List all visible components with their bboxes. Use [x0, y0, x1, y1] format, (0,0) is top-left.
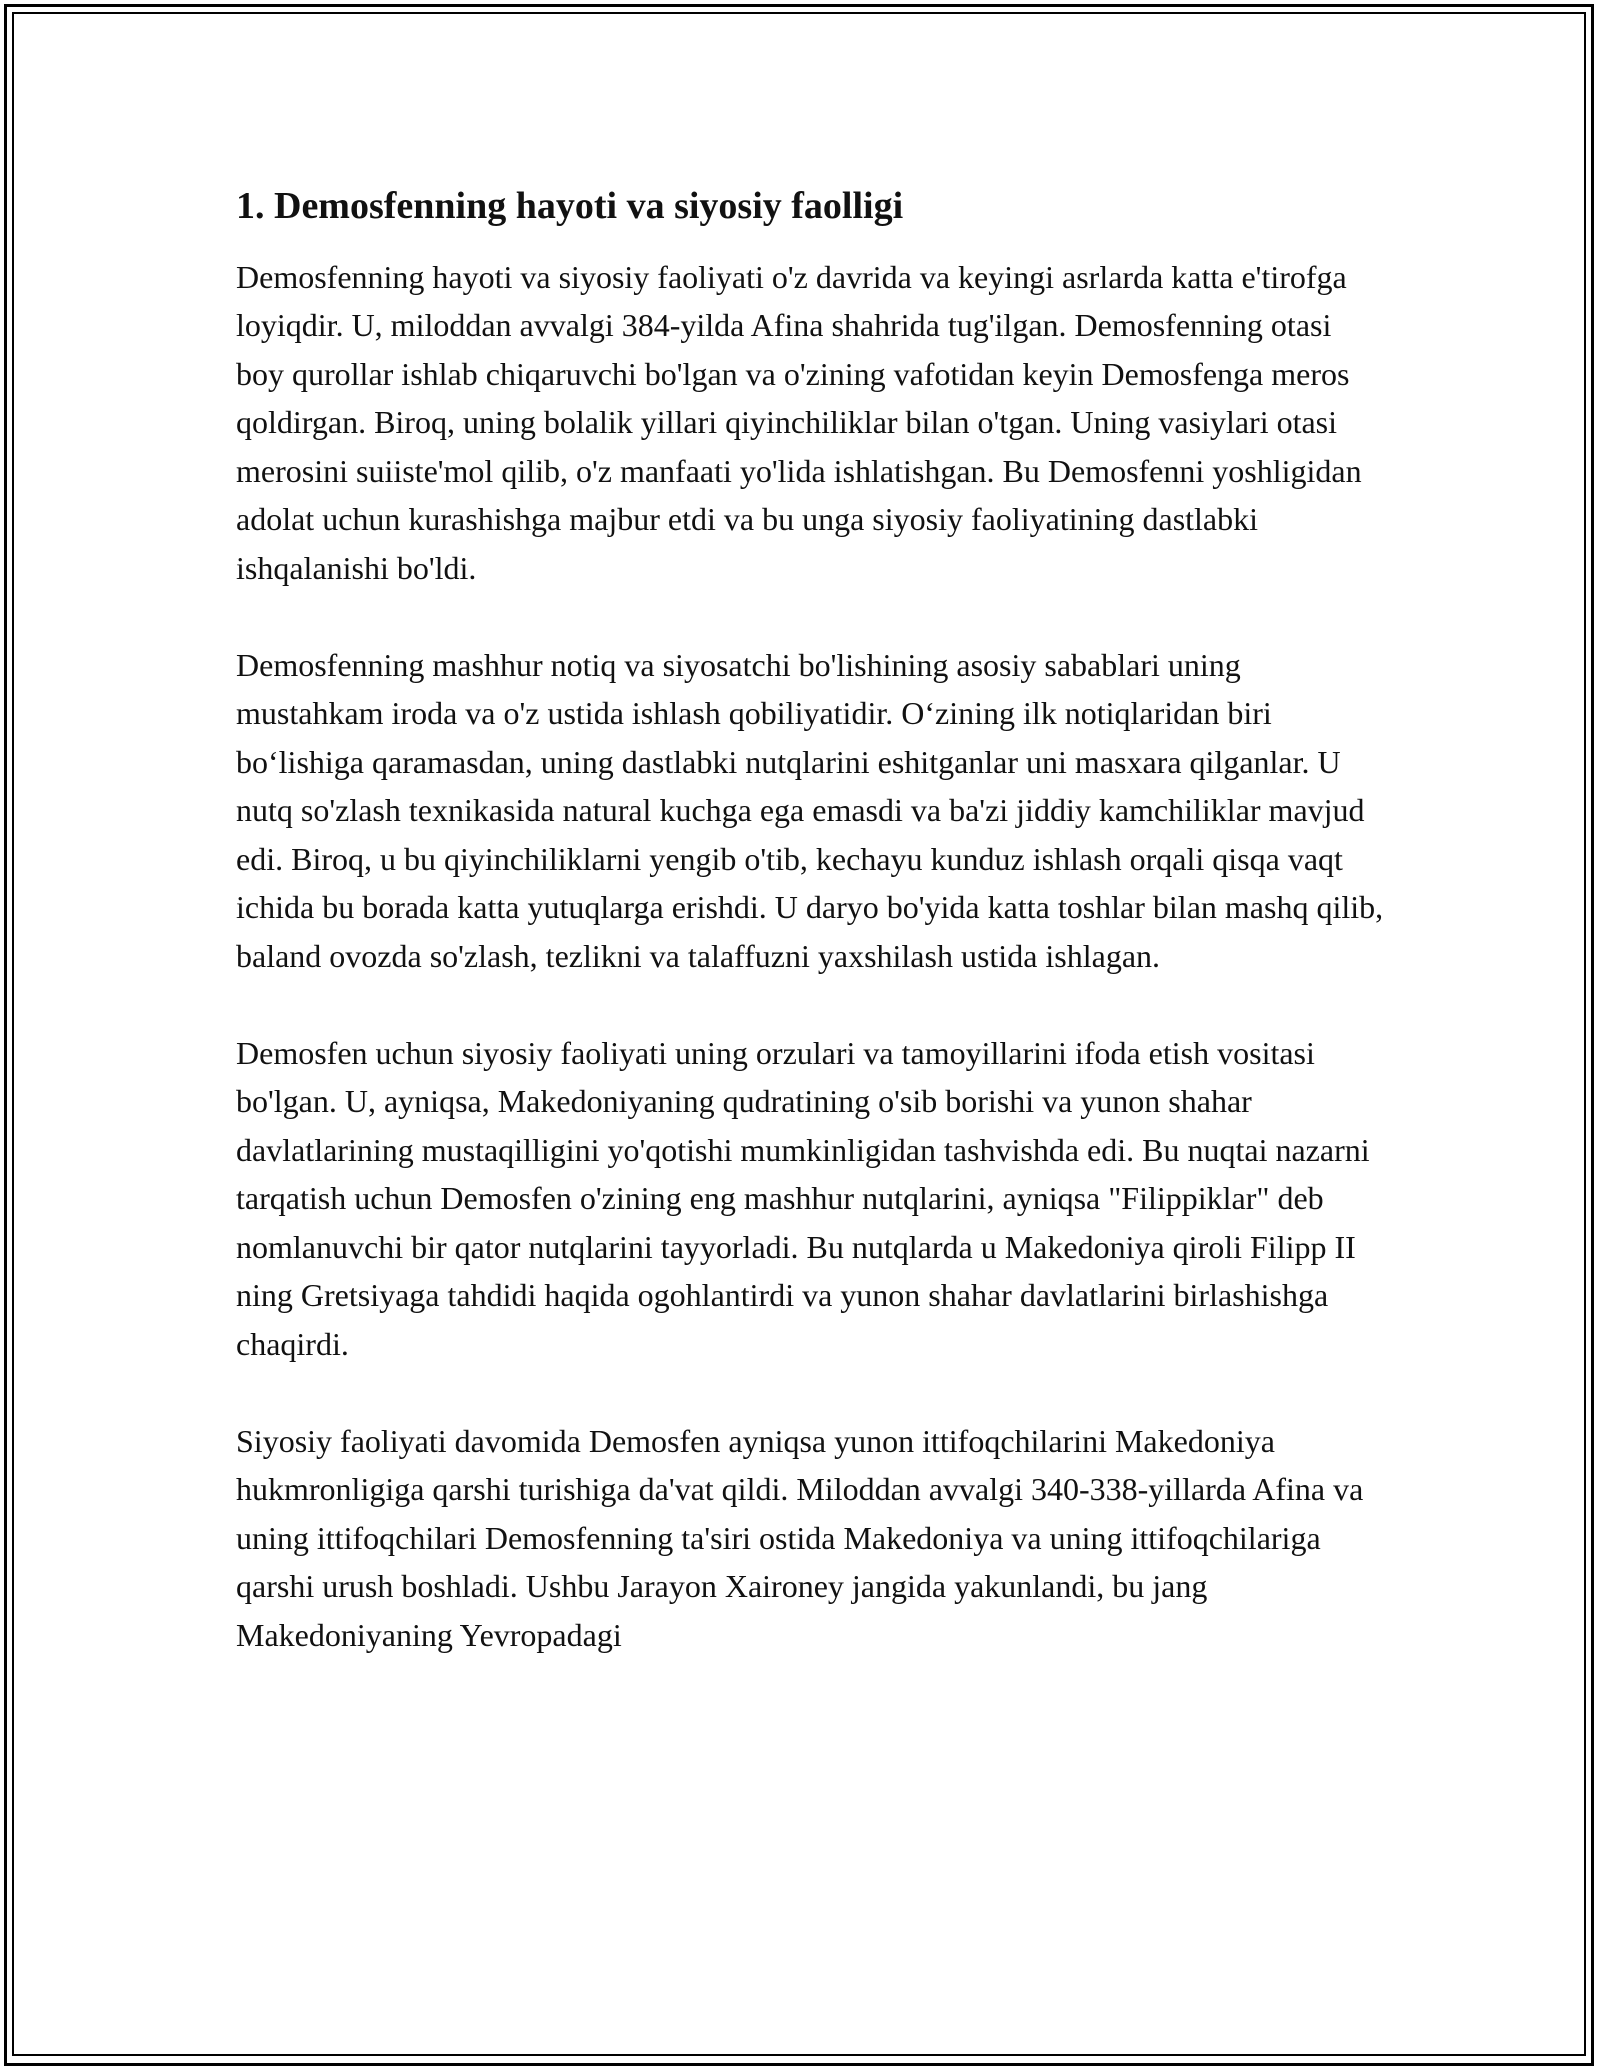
document-content	[236, 183, 1386, 1659]
paragraph-2: Demosfenning mashhur notiq va siyosatchi bo'lishining asosiy sabablari uning mustahkam iroda va o'z ustida ishlash qobiliyatidir. O‘zining ilk notiqlaridan biri bo‘lishiga qaramasdan, uning dastlabki nutqlarini eshitganlar uni masxara qilganlar. U nutq so'zlash texnikasida natural kuchga ega emasdi va ba'zi jiddiy kamchiliklar mavjud edi. Biroq, u bu qiyinchiliklarni yengib o'tib, kechayu kunduz ishlash orqali qisqa vaqt ichida bu borada katta yutuqlarga erishdi. U daryo bo'yida katta toshlar bilan mashq qilib, baland ovozda so'zlash, tezlikni va talaffuzni yaxshilash ustida ishlagan.	[236, 646, 1384, 974]
body-text	[236, 253, 1386, 1660]
section-heading: 1. Demosfenning hayoti va siyosiy faolligi	[236, 185, 904, 227]
paragraph-4: Siyosiy faoliyati davomida Demosfen ayniqsa yunon ittifoqchilarini Makedoniya hukmronligiga qarshi turishiga da'vat qildi. Miloddan avvalgi 340-338-yillarda Afina va uning ittifoqchilari Demosfenning ta'siri ostida Makedoniya va uning ittifoqchilariga qarshi urush boshladi. Ushbu Jarayon Xaironey jangida yakunlandi, bu jang Makedoniyaning Yevropadagi	[236, 1422, 1364, 1653]
paragraph-3: Demosfen uchun siyosiy faoliyati uning orzulari va tamoyillarini ifoda etish vositasi bo'lgan. U, ayniqsa, Makedoniyaning qudratining o'sib borishi va yunon shahar davlatlarining mustaqilligini yo'qotishi mumkinligidan tashvishda edi. Bu nuqtai nazarni tarqatish uchun Demosfen o'zining eng mashhur nutqlarini, ayniqsa "Filippiklar" deb nomlanuvchi bir qator nutqlarini tayyorladi. Bu nutqlarda u Makedoniya qiroli Filipp II ning Gretsiyaga tahdidi haqida ogohlantirdi va yunon shahar davlatlarini birlashishga chaqirdi.	[236, 1034, 1370, 1362]
paragraph-1: Demosfenning hayoti va siyosiy faoliyati o'z davrida va keyingi asrlarda katta e'tirofga loyiqdir. U, miloddan avvalgi 384-yilda Afina shahrida tug'ilgan. Demosfenning otasi boy qurollar ishlab chiqaruvchi bo'lgan va o'zining vafotidan keyin Demosfenga meros qoldirgan. Biroq, uning bolalik yillari qiyinchiliklar bilan o'tgan. Uning vasiylari otasi merosini suiiste'mol qilib, o'z manfaati yo'lida ishlatishgan. Bu Demosfenni yoshligidan adolat uchun kurashishga majbur etdi va bu unga siyosiy faoliyatining dastlabki ishqalanishi bo'ldi.	[236, 258, 1362, 586]
